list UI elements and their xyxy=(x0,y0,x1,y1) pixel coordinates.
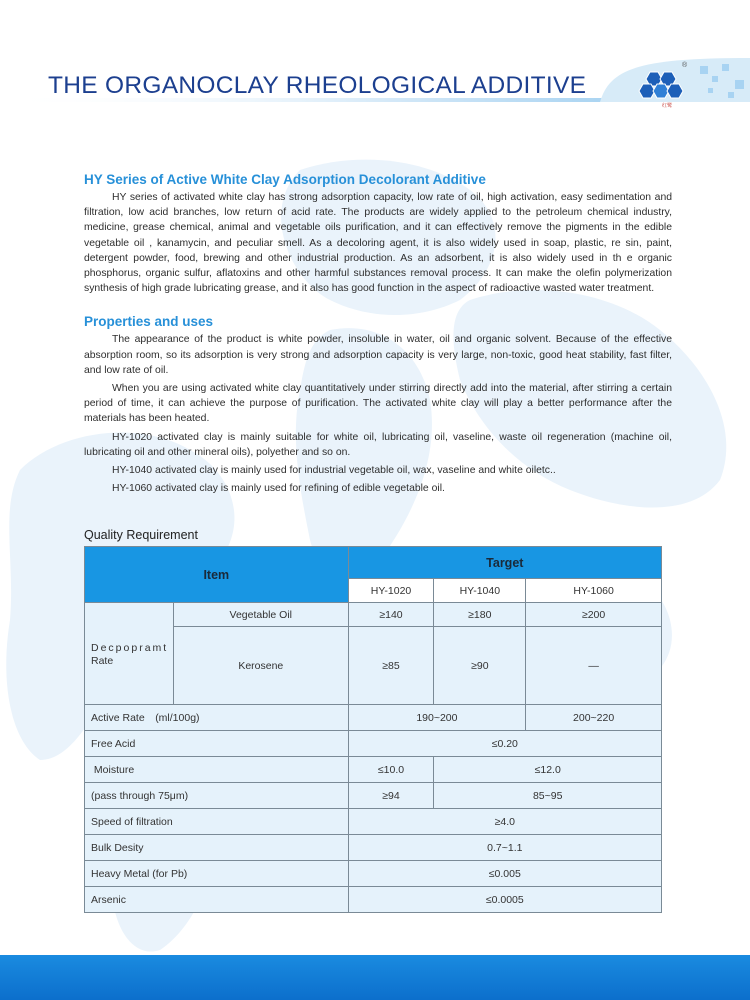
decol-label-main: Decpopramt xyxy=(91,641,169,654)
kerosene-hy1040: ≥90 xyxy=(434,627,526,705)
bulk-density-value: 0.7~1.1 xyxy=(348,835,661,861)
kerosene-label: Kerosene xyxy=(173,627,348,705)
properties-paragraph-1: The appearance of the product is white powder, insoluble in water, oil and organic solvent. Because of the effective absorption room, so its adsorption is very strong and adsorption capacity is very large, non-toxic, good heat stability, fast filter, and low rate of oil. xyxy=(84,334,672,376)
quality-requirement-table xyxy=(84,546,662,913)
arsenic-label: Arsenic xyxy=(85,887,349,913)
table-row xyxy=(85,835,662,861)
table-row xyxy=(85,705,662,731)
bulk-density-label: Bulk Desity xyxy=(85,835,349,861)
quality-requirement-title: Quality Requirement xyxy=(84,528,198,542)
page-title: THE ORGANOCLAY RHEOLOGICAL ADDITIVE xyxy=(48,72,587,99)
table-row xyxy=(85,603,662,627)
moisture-hy1040-1060: ≤12.0 xyxy=(434,757,662,783)
pass-through-label: (pass through 75μm) xyxy=(85,783,349,809)
decolorization-rate-label xyxy=(85,603,174,705)
active-rate-label: Active Rate (ml/100g) xyxy=(85,705,349,731)
moisture-hy1020: ≤10.0 xyxy=(348,757,434,783)
header-model-hy1040: HY-1040 xyxy=(434,579,526,603)
kerosene-hy1020: ≥85 xyxy=(348,627,434,705)
table-header-row xyxy=(85,547,662,579)
heavy-metal-value: ≤0.005 xyxy=(348,861,661,887)
properties-paragraph-2: When you are using activated white clay quantitatively under stirring directly add into the material, after stirring a certain period of time, it can achieve the purpose of purification. The activated white clay will play a better performance after the materials has been heated. xyxy=(84,383,672,425)
table-row xyxy=(85,861,662,887)
pass-through-hy1040-1060: 85~95 xyxy=(434,783,662,809)
vegetable-oil-hy1060: ≥200 xyxy=(526,603,662,627)
hy-series-paragraph: HY series of activated white clay has strong adsorption capacity, low rate of oil, high activation, easy sedimentation and filtration, low acid branches, low return of acid rate. The products are widely applied to the petroleum chemical industry, medicine, grease chemical, animal and vegetable oils purification, and it can effectively remove the pigments in the edible vegetable oil , kanamycin, and peculiar smell. As a decoloring agent, it is also widely used in soap, plastic, re sin, paint, detergent powder, food, brewing and other industrial production. As an adsorbent, it is also widely used in th e organic phosphorus, organic sulfur, aflatoxins and other harmful substances removal process. It can make the olefin polymerization synthesis of high grade lubricating grease, and it also has good function in the aspect of radioactive wasted water treatment. xyxy=(84,192,672,295)
registered-mark: ® xyxy=(682,62,688,69)
header-model-hy1060: HY-1060 xyxy=(526,579,662,603)
table-row xyxy=(85,757,662,783)
decol-label-sub: Rate xyxy=(91,654,114,667)
table-row xyxy=(85,887,662,913)
section-heading-properties: Properties and uses xyxy=(84,314,214,330)
logo-brand-text: 红鹭 xyxy=(662,103,673,109)
section-heading-hy-series: HY Series of Active White Clay Adsorption Decolorant Additive xyxy=(84,172,486,187)
header-item: Item xyxy=(85,547,349,603)
vegetable-oil-label: Vegetable Oil xyxy=(173,603,348,627)
footer-band xyxy=(0,955,750,1000)
table-row xyxy=(85,731,662,757)
active-rate-hy1020-1040: 190~200 xyxy=(348,705,526,731)
moisture-label: Moisture xyxy=(85,757,349,783)
kerosene-hy1060: — xyxy=(526,627,662,705)
pass-through-hy1020: ≥94 xyxy=(348,783,434,809)
vegetable-oil-hy1020: ≥140 xyxy=(348,603,434,627)
properties-paragraph-3: HY-1020 activated clay is mainly suitable for white oil, lubricating oil, vaseline, waste oil regeneration (machine oil, lubricating oil and other mineral oils), polyether and so on. xyxy=(84,431,672,458)
properties-paragraph-5: HY-1060 activated clay is mainly used for refining of edible vegetable oil. xyxy=(112,483,445,495)
speed-filtration-value: ≥4.0 xyxy=(348,809,661,835)
vegetable-oil-hy1040: ≥180 xyxy=(434,603,526,627)
heavy-metal-label: Heavy Metal (for Pb) xyxy=(85,861,349,887)
main-content xyxy=(84,172,672,496)
table-row xyxy=(85,783,662,809)
arsenic-value: ≤0.0005 xyxy=(348,887,661,913)
free-acid-value: ≤0.20 xyxy=(348,731,661,757)
table-row xyxy=(85,809,662,835)
header-target: Target xyxy=(348,547,661,579)
speed-filtration-label: Speed of filtration xyxy=(85,809,349,835)
active-rate-hy1060: 200~220 xyxy=(526,705,662,731)
properties-paragraph-4: HY-1040 activated clay is mainly used for industrial vegetable oil, wax, vaseline and white oiletc.. xyxy=(112,465,556,477)
free-acid-label: Free Acid xyxy=(85,731,349,757)
header-model-hy1020: HY-1020 xyxy=(348,579,434,603)
